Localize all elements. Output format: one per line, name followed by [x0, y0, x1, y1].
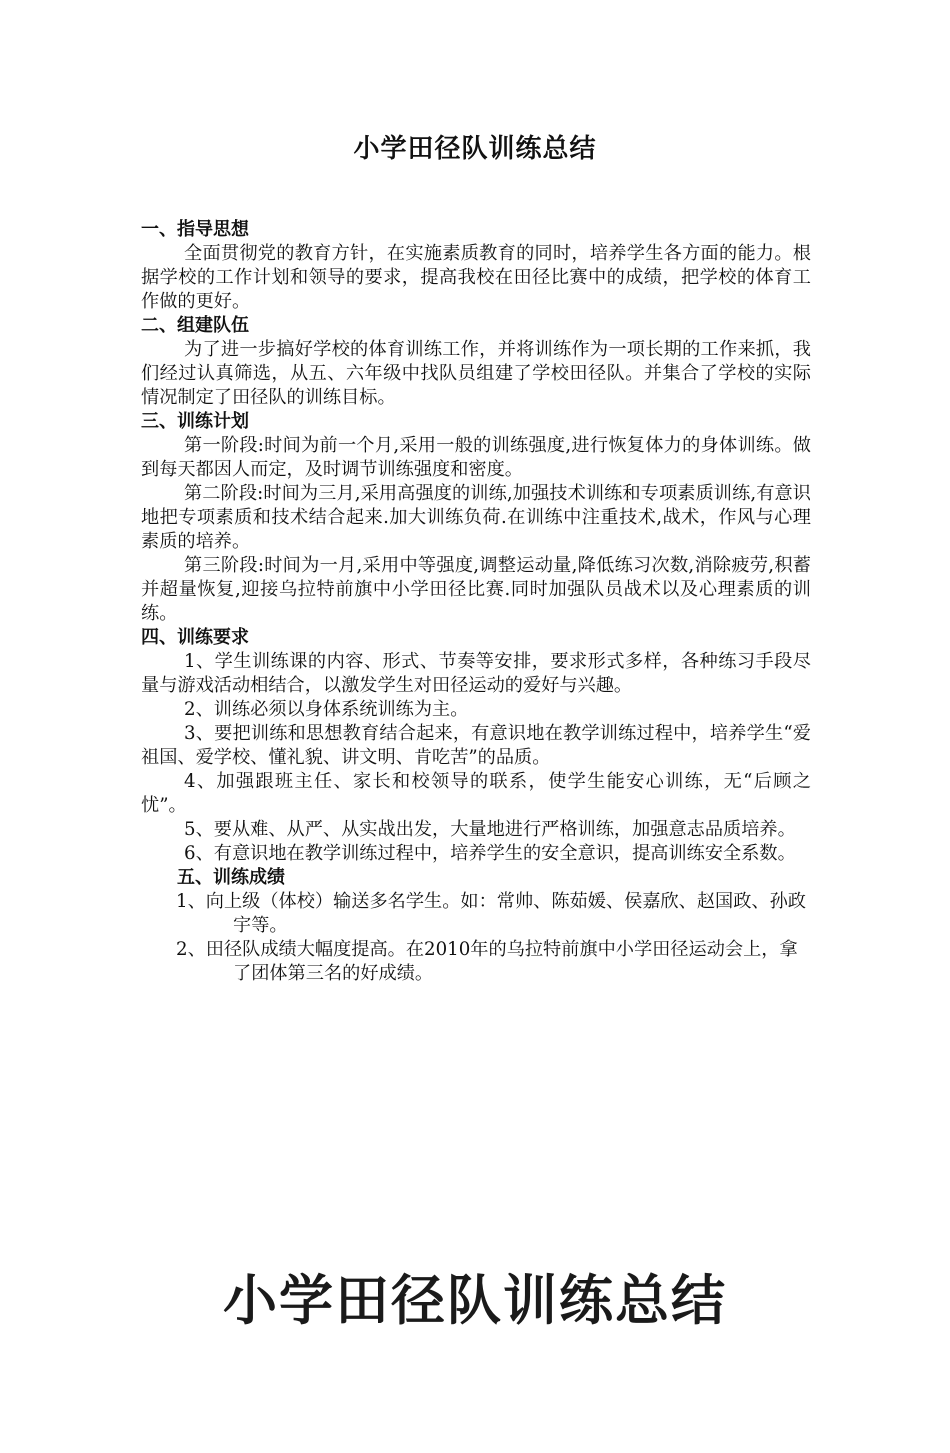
paragraph: 4、加强跟班主任、家长和校领导的联系，使学生能安心训练，无“后顾之忧”。 [141, 771, 811, 816]
section-heading: 五、训练成绩 [177, 867, 285, 888]
paragraph: 2、训练必须以身体系统训练为主。 [184, 699, 469, 720]
list-item: 1、向上级（体校）输送多名学生。如：常帅、陈茹媛、侯嘉欣、赵国政、孙政宇等。 [176, 891, 806, 936]
footer-title: 小学田径队训练总结 [223, 1269, 727, 1332]
paragraph: 1、学生训练课的内容、形式、节奏等安排，要求形式多样，各种练习手段尽量与游戏活动相结合，以激发学生对田径运动的爱好与兴趣。 [141, 651, 811, 696]
paragraph: 第二阶段:时间为三月,采用高强度的训练,加强技术训练和专项素质训练,有意识地把专项素质和技术结合起来.加大训练负荷.在训练中注重技术,战术，作风与心理素质的培养。 [141, 483, 811, 552]
paragraph: 第三阶段:时间为一月,采用中等强度,调整运动量,降低练习次数,消除疲劳,积蓄并超量恢复,迎接乌拉特前旗中小学田径比赛.同时加强队员战术以及心理素质的训练。 [141, 555, 811, 624]
section-team-building [141, 314, 811, 410]
paragraph: 3、要把训练和思想教育结合起来，有意识地在教学训练过程中，培养学生“爱祖国、爱学校、懂礼貌、讲文明、肯吃苦”的品质。 [141, 723, 811, 768]
section-guiding-ideology [141, 218, 811, 314]
document-title: 小学田径队训练总结 [353, 134, 597, 164]
section-training-plan [141, 410, 811, 626]
section-training-results [141, 866, 811, 986]
section-heading: 一、指导思想 [141, 219, 249, 240]
paragraph: 全面贯彻党的教育方针，在实施素质教育的同时，培养学生各方面的能力。根据学校的工作计划和领导的要求，提高我校在田径比赛中的成绩，把学校的体育工作做的更好。 [141, 243, 811, 312]
paragraph: 6、有意识地在教学训练过程中，培养学生的安全意识，提高训练安全系数。 [184, 843, 796, 864]
paragraph: 为了进一步搞好学校的体育训练工作，并将训练作为一项长期的工作来抓，我们经过认真筛选，从五、六年级中找队员组建了学校田径队。并集合了学校的实际情况制定了田径队的训练目标。 [141, 339, 811, 408]
document-body [141, 218, 811, 986]
list-item: 2、田径队成绩大幅度提高。在2010年的乌拉特前旗中小学田径运动会上，拿了团体第三名的好成绩。 [176, 939, 798, 984]
section-heading: 四、训练要求 [141, 627, 249, 648]
section-heading: 二、组建队伍 [141, 315, 249, 336]
paragraph: 第一阶段:时间为前一个月,采用一般的训练强度,进行恢复体力的身体训练。做到每天都因人而定，及时调节训练强度和密度。 [141, 435, 811, 480]
section-heading: 三、训练计划 [141, 411, 249, 432]
section-training-requirements [141, 626, 811, 866]
paragraph: 5、要从难、从严、从实战出发，大量地进行严格训练，加强意志品质培养。 [184, 819, 796, 840]
